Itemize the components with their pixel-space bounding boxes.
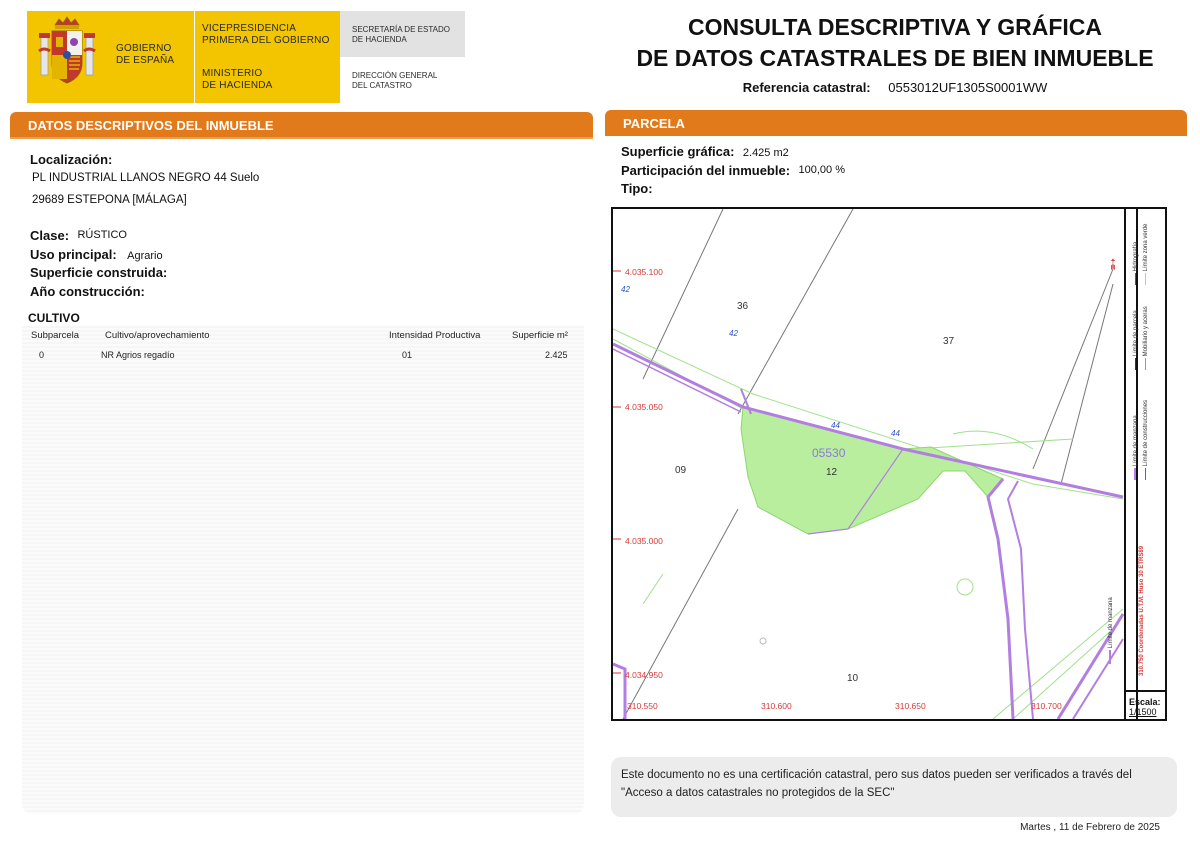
legend-swatch (1135, 273, 1136, 285)
localizacion-label: Localización: (30, 152, 113, 167)
cadastral-map[interactable] (611, 207, 1138, 721)
legend-entry-parcela (1133, 310, 1139, 370)
logo-yellow-panel (27, 11, 340, 103)
road-label: 42 (729, 329, 738, 338)
x-label: 310.600 (761, 701, 792, 711)
parcel-ref-label: 05530 (812, 446, 846, 460)
cell-cultivo: NR Agrios regadío (101, 350, 175, 360)
logo-grey-panel (340, 11, 465, 103)
coord-note: 310.750 Coordenadas U.T.M. Huso 30 ETRS89 (1139, 545, 1145, 676)
legend-swatch (1145, 273, 1146, 285)
document-title: CONSULTA DESCRIPTIVA Y GRÁFICA DE DATOS CATASTRALES DE BIEN INMUEBLE (636, 14, 1154, 71)
participacion-value: 100,00 % (798, 164, 845, 176)
direccion-general-label: DIRECCIÓN GENERAL DEL CATASTRO (352, 71, 438, 90)
cell-superficie: 2.425 (545, 350, 568, 360)
y-label: 4.034.950 (625, 670, 663, 680)
clase-value: RÚSTICO (77, 229, 127, 241)
legend-swatch (1134, 468, 1136, 480)
legend-entry-construcciones (1143, 400, 1149, 480)
uso-value: Agrario (127, 250, 163, 262)
col-cultivo: Cultivo/aprovechamiento (105, 330, 210, 341)
cultivo-title: CULTIVO (28, 311, 80, 325)
section-underline (10, 137, 593, 139)
government-logo (27, 11, 465, 103)
parcel-number: 12 (826, 467, 838, 478)
superficie-construida-label: Superficie construida: (30, 265, 168, 280)
legend-entry-zona-verde (1143, 224, 1149, 285)
localizacion-line1: PL INDUSTRIAL LLANOS NEGRO 44 Suelo (32, 172, 260, 184)
escala-label: Escala: (1129, 697, 1161, 707)
x-label: 310.650 (895, 701, 926, 711)
cell-subparcela: 0 (39, 350, 45, 360)
x-label: 310.700 (1031, 701, 1062, 711)
col-intensidad: Intensidad Productiva (389, 330, 481, 341)
superficie-grafica-row (621, 143, 789, 161)
legend-entry-hidrografia (1133, 242, 1139, 285)
gobierno-espana-label: GOBIERNO DE ESPAÑA (116, 43, 175, 66)
y-label: 4.035.050 (625, 402, 663, 412)
road-label: 44 (891, 429, 900, 438)
legend-swatch (1145, 468, 1146, 480)
document-date: Martes , 11 de Febrero de 2025 (1020, 822, 1160, 833)
superficie-grafica-value: 2.425 m2 (742, 147, 789, 159)
north-arrow-icon: ➵ (1105, 257, 1122, 271)
parcel-number: 36 (737, 301, 749, 312)
superficie-grafica-label: Superficie gráfica: (621, 144, 735, 159)
legend-item: Límite de manzana (1133, 415, 1139, 467)
section-header-parcela: PARCELA (605, 110, 1187, 136)
escala-value: 1/1500 (1129, 707, 1157, 717)
y-label: 4.035.000 (625, 536, 663, 546)
ano-construccion-label: Año construcción: (30, 284, 145, 299)
legend-item: Mobiliario y aceras (1143, 306, 1149, 357)
logo-divider (194, 11, 195, 103)
parcel-number: 10 (847, 673, 859, 684)
ministerio-label: MINISTERIO DE HACIENDA (202, 68, 273, 91)
secretaria-label: SECRETARÍA DE ESTADO DE HACIENDA (352, 25, 450, 44)
legend-entry-manzana (1133, 415, 1139, 480)
road-label: 42 (621, 285, 630, 294)
legend-entry-mobiliario (1143, 306, 1149, 370)
uso-row (30, 246, 163, 264)
coat-of-arms-icon (27, 11, 107, 103)
legend-item: Límite de construcciones (1143, 399, 1149, 467)
section-header-descriptivos: DATOS DESCRIPTIVOS DEL INMUEBLE (10, 112, 593, 138)
legend-bottom-border (1124, 719, 1167, 721)
parcel-number: 37 (943, 336, 955, 347)
vicepresidencia-label: VICEPRESIDENCIA PRIMERA DEL GOBIERNO (202, 23, 330, 46)
ref-label: Referencia catastral: (742, 80, 871, 95)
col-subparcela: Subparcela (31, 330, 80, 341)
y-label: 4.035.100 (625, 267, 663, 277)
col-superficie: Superficie m² (512, 330, 568, 341)
legend-item: Límite de manzana (1108, 597, 1114, 649)
parcel-number: 09 (675, 465, 687, 476)
cultivo-table-header (22, 327, 584, 345)
clase-label: Clase: (30, 228, 70, 243)
uso-label: Uso principal: (30, 247, 117, 262)
legend-swatch (1145, 358, 1146, 370)
referencia-catastral (600, 80, 1190, 95)
x-label: 310.550 (627, 701, 658, 711)
legend-right-border (1165, 207, 1167, 721)
cultivo-table (22, 326, 584, 814)
road-label: 44 (831, 421, 840, 430)
participacion-label: Participación del inmueble: (621, 163, 791, 178)
map-canvas (613, 209, 1136, 719)
localizacion-line2: 29689 ESTEPONA [MÁLAGA] (32, 194, 187, 206)
legend-item: Hidrografía (1133, 241, 1139, 272)
cell-intensidad: 01 (402, 350, 413, 360)
ref-value: 0553012UF1305S0001WW (888, 80, 1048, 95)
participacion-row (621, 162, 845, 180)
escala-box (1126, 690, 1165, 719)
clase-row (30, 227, 127, 245)
legend-item: Límite de parcela (1133, 310, 1139, 357)
tipo-label: Tipo: (621, 181, 653, 196)
table-row (22, 348, 584, 364)
disclaimer-note: Este documento no es una certificación catastral, pero sus datos pueden ser verificados a través del "Acceso a datos catastrales no protegidos de la SEC" (611, 757, 1177, 817)
legend-item: Límite zona verde (1143, 223, 1149, 272)
legend-swatch (1135, 358, 1136, 370)
